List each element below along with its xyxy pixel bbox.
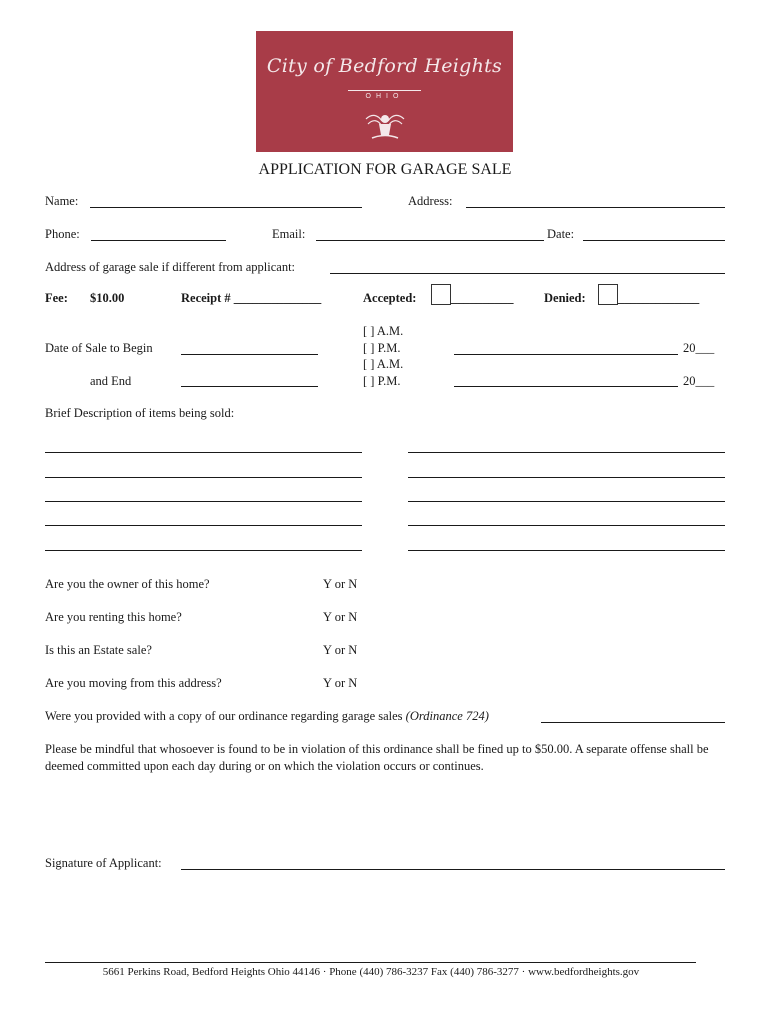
description-line[interactable] xyxy=(45,525,362,526)
fee-label: Fee: xyxy=(45,291,68,305)
footer-contact: 5661 Perkins Road, Bedford Heights Ohio 44146 · Phone (440) 786-3237 Fax (440) 786-3277 · www.bedfordheights.gov xyxy=(102,966,640,978)
ordinance-reference: (Ordinance 724) xyxy=(405,709,489,723)
signature-label: Signature of Applicant: xyxy=(45,856,162,870)
question-moving: Are you moving from this address? xyxy=(45,676,222,690)
answer-renting[interactable]: Y or N xyxy=(323,610,358,624)
end-time-field[interactable] xyxy=(454,386,678,387)
description-line[interactable] xyxy=(408,525,725,526)
description-line[interactable] xyxy=(45,550,362,551)
description-line[interactable] xyxy=(408,501,725,502)
eagle-seal-icon xyxy=(362,105,408,145)
answer-owner[interactable]: Y or N xyxy=(323,577,358,591)
begin-date-label: Date of Sale to Begin xyxy=(45,341,153,355)
begin-pm-option[interactable]: [ ] P.M. xyxy=(363,341,401,355)
end-date-label: and End xyxy=(90,374,132,388)
ordinance-text: Were you provided with a copy of our ordinance regarding garage sales xyxy=(45,709,403,723)
description-line[interactable] xyxy=(45,452,362,453)
date-field[interactable] xyxy=(583,240,725,241)
description-label: Brief Description of items being sold: xyxy=(45,406,235,420)
phone-field[interactable] xyxy=(91,240,226,241)
denied-checkbox[interactable] xyxy=(598,284,618,305)
description-line[interactable] xyxy=(408,550,725,551)
form-title: APPLICATION FOR GARAGE SALE xyxy=(258,161,512,178)
begin-date-field[interactable] xyxy=(181,354,318,355)
alt-address-field[interactable] xyxy=(330,273,725,274)
description-line[interactable] xyxy=(408,477,725,478)
denied-line[interactable]: _____________ xyxy=(618,291,700,305)
question-estate: Is this an Estate sale? xyxy=(45,643,152,657)
begin-am-option[interactable]: [ ] A.M. xyxy=(363,324,404,338)
footer-divider xyxy=(45,962,696,963)
logo-divider xyxy=(348,90,421,91)
begin-year[interactable]: 20___ xyxy=(683,341,715,355)
phone-label: Phone: xyxy=(45,227,80,241)
end-year[interactable]: 20___ xyxy=(683,374,715,388)
accepted-line[interactable]: __________ xyxy=(451,291,514,305)
violation-notice: Please be mindful that whosoever is found to be in violation of this ordinance shall be fined up to $50.00. A separate offense shall be deemed committed upon each day during or on which the violation occurs or continues. xyxy=(45,742,709,773)
question-renting: Are you renting this home? xyxy=(45,610,182,624)
name-field[interactable] xyxy=(90,207,362,208)
description-line[interactable] xyxy=(45,477,362,478)
accepted-checkbox[interactable] xyxy=(431,284,451,305)
answer-estate[interactable]: Y or N xyxy=(323,643,358,657)
address-field[interactable] xyxy=(466,207,725,208)
address-label: Address: xyxy=(408,194,453,208)
begin-time-field[interactable] xyxy=(454,354,678,355)
fee-value: $10.00 xyxy=(90,291,125,305)
logo-state: OHIO xyxy=(365,93,404,100)
description-line[interactable] xyxy=(408,452,725,453)
ordinance-question xyxy=(45,709,489,724)
ordinance-answer-field[interactable] xyxy=(541,722,725,723)
accepted-label: Accepted: xyxy=(363,291,417,305)
signature-field[interactable] xyxy=(181,869,725,870)
end-date-field[interactable] xyxy=(181,386,318,387)
email-label: Email: xyxy=(272,227,306,241)
receipt-field[interactable]: Receipt # ______________ xyxy=(181,291,322,305)
description-line[interactable] xyxy=(45,501,362,502)
alt-address-label: Address of garage sale if different from applicant: xyxy=(45,260,296,274)
logo-city-name: City of Bedford Heights xyxy=(266,55,503,77)
name-label: Name: xyxy=(45,194,79,208)
answer-moving[interactable]: Y or N xyxy=(323,676,358,690)
end-am-option[interactable]: [ ] A.M. xyxy=(363,357,404,371)
city-logo xyxy=(256,31,513,152)
date-label: Date: xyxy=(547,227,575,241)
denied-label: Denied: xyxy=(544,291,586,305)
question-owner: Are you the owner of this home? xyxy=(45,577,210,591)
email-field[interactable] xyxy=(316,240,544,241)
end-pm-option[interactable]: [ ] P.M. xyxy=(363,374,401,388)
